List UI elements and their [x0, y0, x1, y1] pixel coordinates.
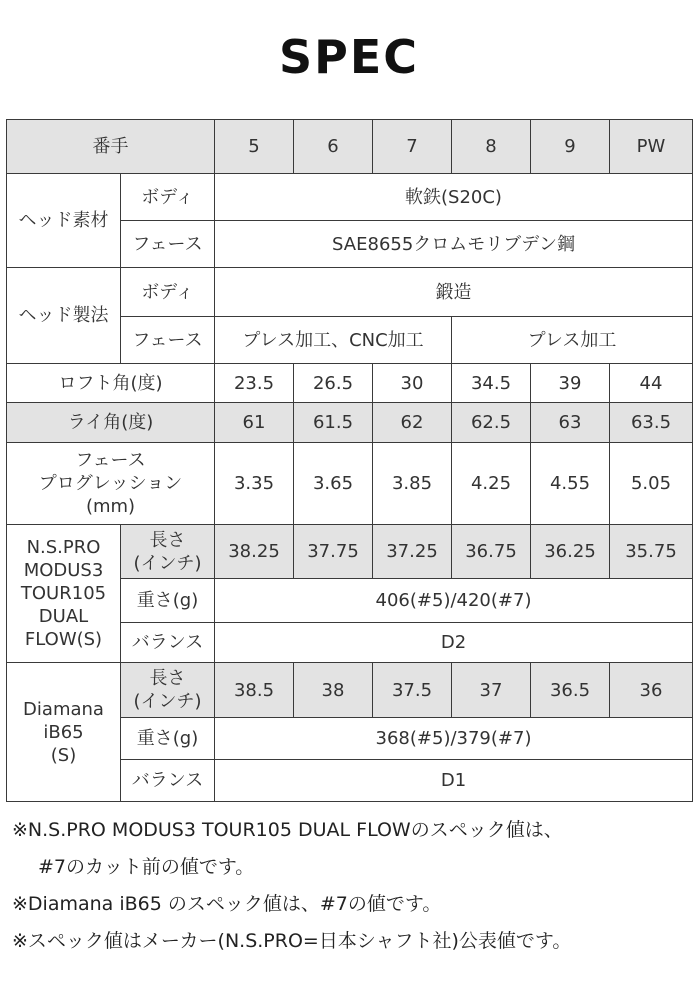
lie-value: 61 — [215, 403, 294, 443]
header-row — [7, 120, 693, 174]
header-label: 番手 — [7, 120, 215, 174]
face-progression-value: 5.05 — [610, 443, 693, 525]
diamana-balance-label: バランス — [121, 760, 215, 802]
head-material-body-row — [7, 174, 693, 221]
diamana-weight-value: 368(#5)/379(#7) — [215, 718, 693, 760]
head-material-face-value: SAE8655クロムモリブデン鋼 — [215, 221, 693, 268]
club-6: 6 — [294, 120, 373, 174]
head-material-face-label: フェース — [121, 221, 215, 268]
club-8: 8 — [452, 120, 531, 174]
lie-value: 62.5 — [452, 403, 531, 443]
head-method-face-value-a: プレス加工、CNC加工 — [215, 317, 452, 364]
ns-shaft-name-line: TOUR105 — [20, 583, 107, 604]
club-pw: PW — [610, 120, 693, 174]
head-method-body-value: 鍛造 — [215, 268, 693, 317]
lie-value: 63.5 — [610, 403, 693, 443]
face-progression-value: 3.65 — [294, 443, 373, 525]
ns-length-label — [121, 525, 215, 579]
loft-row — [7, 364, 693, 403]
head-method-body-label: ボディ — [121, 268, 215, 317]
diamana-length-label-line: (インチ) — [133, 691, 202, 712]
diamana-length-row — [7, 663, 693, 718]
ns-length-value: 37.25 — [373, 525, 452, 579]
note-line: ※スペック値はメーカー(N.S.PRO=日本シャフト社)公表値です。 — [12, 930, 572, 952]
loft-value: 44 — [610, 364, 693, 403]
diamana-length-value: 38 — [294, 663, 373, 718]
lie-label: ライ角(度) — [7, 403, 215, 443]
ns-weight-label: 重さ(g) — [121, 579, 215, 623]
page-title: SPEC — [278, 30, 420, 84]
ns-balance-value: D2 — [215, 623, 693, 663]
diamana-shaft-name-line: iB65 — [43, 721, 84, 743]
diamana-length-value: 36 — [610, 663, 693, 718]
note-line: #7のカット前の値です。 — [38, 856, 255, 878]
diamana-length-value: 36.5 — [531, 663, 610, 718]
diamana-length-label-line: 長さ — [149, 668, 186, 689]
head-material-body-label: ボディ — [121, 174, 215, 221]
face-progression-label-line: (mm) — [85, 496, 136, 517]
ns-length-value: 38.25 — [215, 525, 294, 579]
ns-shaft-name-line: FLOW(S) — [24, 629, 103, 650]
face-progression-label-line: フェース — [75, 450, 146, 471]
diamana-weight-label: 重さ(g) — [121, 718, 215, 760]
club-7: 7 — [373, 120, 452, 174]
diamana-balance-value: D1 — [215, 760, 693, 802]
note-line: ※Diamana iB65 のスペック値は、#7の値です。 — [12, 893, 442, 915]
head-material-label: ヘッド素材 — [7, 174, 121, 268]
ns-balance-label: バランス — [121, 623, 215, 663]
head-material-body-value: 軟鉄(S20C) — [215, 174, 693, 221]
lie-value: 62 — [373, 403, 452, 443]
diamana-shaft-name-line: Diamana — [23, 698, 104, 720]
ns-shaft-name — [7, 525, 121, 663]
ns-length-row — [7, 525, 693, 579]
face-progression-value: 3.35 — [215, 443, 294, 525]
face-progression-value: 3.85 — [373, 443, 452, 525]
ns-length-label-line: 長さ — [149, 529, 186, 551]
ns-shaft-name-line: DUAL — [38, 606, 89, 627]
diamana-length-value: 37.5 — [373, 663, 452, 718]
ns-weight-value: 406(#5)/420(#7) — [215, 579, 693, 623]
diamana-shaft-name — [7, 663, 121, 802]
head-method-face-label: フェース — [121, 317, 215, 364]
ns-length-value: 37.75 — [294, 525, 373, 579]
loft-value: 39 — [531, 364, 610, 403]
ns-length-value: 35.75 — [610, 525, 693, 579]
loft-value: 26.5 — [294, 364, 373, 403]
ns-length-value: 36.75 — [452, 525, 531, 579]
club-5: 5 — [215, 120, 294, 174]
face-progression-row — [7, 443, 693, 525]
loft-value: 30 — [373, 364, 452, 403]
ns-shaft-name-line: N.S.PRO — [26, 537, 101, 558]
head-method-face-value-b: プレス加工 — [452, 317, 693, 364]
head-method-body-row — [7, 268, 693, 317]
face-progression-label — [7, 443, 215, 525]
face-progression-value: 4.25 — [452, 443, 531, 525]
diamana-length-value: 38.5 — [215, 663, 294, 718]
head-method-label: ヘッド製法 — [7, 268, 121, 364]
diamana-length-value: 37 — [452, 663, 531, 718]
loft-value: 34.5 — [452, 364, 531, 403]
diamana-length-label — [121, 663, 215, 718]
spec-table — [6, 119, 693, 802]
lie-row — [7, 403, 693, 443]
lie-value: 61.5 — [294, 403, 373, 443]
note-line: ※N.S.PRO MODUS3 TOUR105 DUAL FLOWのスペック値は、 — [12, 819, 563, 841]
diamana-shaft-name-line: (S) — [50, 744, 77, 766]
loft-value: 23.5 — [215, 364, 294, 403]
ns-shaft-name-line: MODUS3 — [23, 560, 104, 581]
club-9: 9 — [531, 120, 610, 174]
ns-length-value: 36.25 — [531, 525, 610, 579]
face-progression-value: 4.55 — [531, 443, 610, 525]
spec-notes — [12, 812, 692, 960]
ns-length-label-line: (インチ) — [133, 552, 202, 574]
lie-value: 63 — [531, 403, 610, 443]
face-progression-label-line: プログレッション — [38, 473, 183, 494]
loft-label: ロフト角(度) — [7, 364, 215, 403]
